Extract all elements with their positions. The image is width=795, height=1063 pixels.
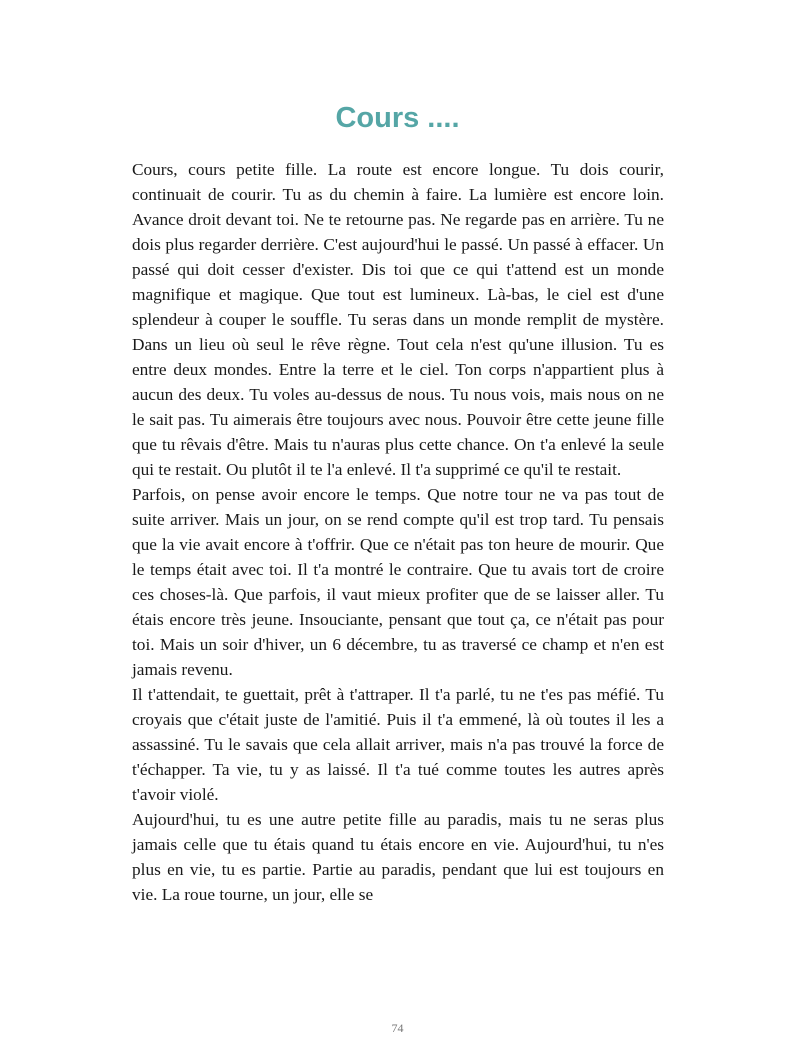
- page-title: Cours ....: [335, 102, 460, 134]
- page-number: 74: [391, 1021, 404, 1035]
- body-text: [132, 157, 664, 907]
- paragraph-4: Aujourd'hui, tu es une autre petite fille au paradis, mais tu ne seras plus jamais celle que tu étais quand tu étais encore en vie. Aujourd'hui, tu n'es plus en vie, tu es partie. Partie au paradis, pendant que lui est toujours en vie. La roue tourne, un jour, elle se: [132, 810, 664, 904]
- paragraph-2: Parfois, on pense avoir encore le temps. Que notre tour ne va pas tout de suite arriver. Mais un jour, on se rend compte qu'il est trop tard. Tu pensais que la vie avait encore à t'offrir. Que ce n'était pas ton heure de mourir. Que le temps était avec toi. Il t'a montré le contraire. Que tu avais tort de croire ces choses-là. Que parfois, il vaut mieux profiter que de se laisser aller. Tu étais encore très jeune. Insouciante, pensant que tout ça, ce n'était pas pour toi. Mais un soir d'hiver, un 6 décembre, tu as traversé ce champ et n'en est jamais revenu.: [132, 485, 664, 679]
- paragraph-1: Cours, cours petite fille. La route est encore longue. Tu dois courir, continuait de courir. Tu as du chemin à faire. La lumière est encore loin. Avance droit devant toi. Ne te retourne pas. Ne regarde pas en arrière. Tu ne dois plus regarder derrière. C'est aujourd'hui le passé. Un passé à effacer. Un passé qui doit cesser d'exister. Dis toi que ce qui t'attend est un monde magnifique et magique. Que tout est lumineux. Là-bas, le ciel est d'une splendeur à couper le souffle. Tu seras dans un monde remplit de mystère. Dans un lieu où seul le rêve règne. Tout cela n'est qu'une illusion. Tu es entre deux mondes. Entre la terre et le ciel. Ton corps n'appartient plus à aucun des deux. Tu voles au-dessus de nous. Tu nous vois, mais nous on ne le sait pas. Tu aimerais être toujours avec nous. Pouvoir être cette jeune fille que tu rêvais d'être. Mais tu n'auras plus cette chance. On t'a enlevé la seule qui te restait. Ou plutôt il te l'a enlevé. Il t'a supprimé ce qu'il te restait.: [132, 160, 664, 479]
- paragraph-3: Il t'attendait, te guettait, prêt à t'attraper. Il t'a parlé, tu ne t'es pas méfié. Tu croyais que c'était juste de l'amitié. Puis il t'a emmené, là où toutes il les a assassiné. Tu le savais que cela allait arriver, mais n'a pas trouvé la force de t'échapper. Ta vie, tu y as laissé. Il t'a tué comme toutes les autres après t'avoir violé.: [132, 685, 664, 804]
